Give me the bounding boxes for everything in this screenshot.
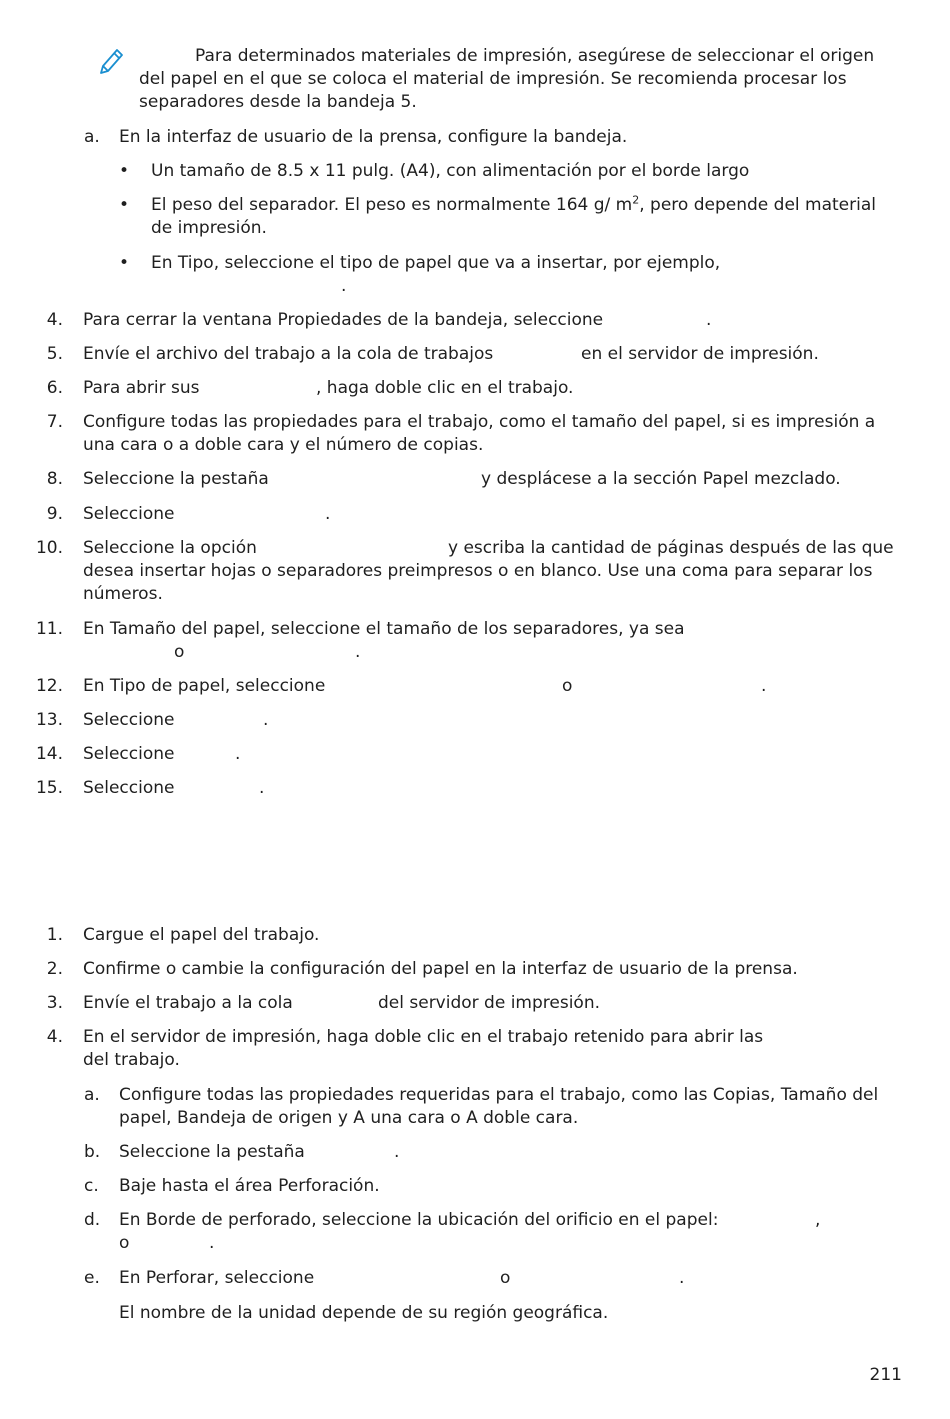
- step-number: 6.: [46, 378, 63, 398]
- step-number: 9.: [46, 504, 63, 524]
- step-text: En Tipo de papel, seleccione: [83, 676, 326, 696]
- step-text-end: , haga doble clic en el trabajo.: [316, 378, 574, 398]
- step-text-end: .: [706, 310, 712, 330]
- step-number: 5.: [46, 344, 63, 364]
- substep-text: Baje hasta el área Perforación.: [119, 1176, 380, 1196]
- substep-letter: c.: [84, 1176, 99, 1196]
- substep-text-line-2: o: [119, 1233, 130, 1253]
- bullet-text: [151, 194, 901, 217]
- step-number: 4.: [46, 310, 63, 330]
- step-number: 8.: [46, 469, 63, 489]
- note-pencil-icon: [96, 45, 126, 77]
- step-number: 2.: [46, 959, 63, 979]
- step-text-end: .: [235, 744, 241, 764]
- step-text: Seleccione: [83, 744, 175, 764]
- step-text-end: .: [355, 642, 361, 662]
- step-text-end: .: [263, 710, 269, 730]
- step-text: Para abrir sus: [83, 378, 200, 398]
- substep-text-mid: o: [500, 1268, 511, 1288]
- step-text: Confirme o cambie la configuración del papel en la interfaz de usuario de la prensa.: [83, 959, 798, 979]
- step-text: En Tamaño del papel, seleccione el tamaño de los separadores, ya sea: [83, 619, 685, 639]
- substep-text: En la interfaz de usuario de la prensa, configure la bandeja.: [119, 127, 628, 147]
- bullet-text-line-2: de impresión.: [151, 218, 267, 238]
- step-number: 13.: [35, 710, 63, 730]
- step-text: En el servidor de impresión, haga doble clic en el trabajo retenido para abrir las: [83, 1027, 764, 1047]
- step-text-mid: o: [562, 676, 573, 696]
- bullet-text-line-2: .: [341, 276, 347, 296]
- substep-text-end: .: [209, 1233, 215, 1253]
- step-text-end: y escriba la cantidad de páginas después de las que: [448, 538, 894, 558]
- note-line-2: del papel en el que se coloca el material de impresión. Se recomienda procesar los: [139, 69, 847, 89]
- superscript: 2: [632, 193, 640, 207]
- step-text: Seleccione: [83, 710, 175, 730]
- pencil-icon: [96, 45, 126, 77]
- step-text: Envíe el archivo del trabajo a la cola de trabajos: [83, 344, 494, 364]
- note-line-1: Para determinados materiales de impresión, asegúrese de seleccionar el origen: [195, 46, 875, 66]
- step-text: Para cerrar la ventana Propiedades de la bandeja, seleccione: [83, 310, 604, 330]
- step-text-end: .: [259, 778, 265, 798]
- step-text: Seleccione: [83, 504, 175, 524]
- substep-text: Configure todas las propiedades requeridas para el trabajo, como las Copias, Tamaño del: [119, 1085, 879, 1105]
- step-number: 12.: [35, 676, 63, 696]
- step-number: 14.: [35, 744, 63, 764]
- bullet-text: En Tipo, seleccione el tipo de papel que va a insertar, por ejemplo,: [151, 253, 721, 273]
- step-number: 1.: [46, 925, 63, 945]
- bullet-marker: •: [119, 195, 130, 215]
- step-text-line-3: números.: [83, 584, 163, 604]
- bullet-text-part: , pero depende del material: [639, 195, 876, 215]
- substep-text: Seleccione la pestaña: [119, 1142, 305, 1162]
- step-text-end: .: [325, 504, 331, 524]
- step-text-line-2: desea insertar hojas o separadores preimpresos o en blanco. Use una coma para separar los: [83, 561, 873, 581]
- step-text: Seleccione la opción: [83, 538, 257, 558]
- step-text-end: .: [761, 676, 767, 696]
- step-text: Configure todas las propiedades para el trabajo, como el tamaño del papel, si es impresión a: [83, 412, 876, 432]
- region-note: El nombre de la unidad depende de su región geográfica.: [119, 1303, 609, 1323]
- substep-text: En Borde de perforado, seleccione la ubicación del orificio en el papel:: [119, 1210, 719, 1230]
- step-text-mid: o: [174, 642, 185, 662]
- step-number: 10.: [35, 538, 63, 558]
- step-text-end: y desplácese a la sección Papel mezclado.: [481, 469, 841, 489]
- substep-letter: e.: [84, 1268, 100, 1288]
- bullet-text: Un tamaño de 8.5 x 11 pulg. (A4), con alimentación por el borde largo: [151, 161, 750, 181]
- substep-letter: a.: [84, 127, 100, 147]
- step-number: 4.: [46, 1027, 63, 1047]
- bullet-marker: •: [119, 161, 130, 181]
- step-text: Cargue el papel del trabajo.: [83, 925, 320, 945]
- step-text: Seleccione la pestaña: [83, 469, 269, 489]
- step-text: Seleccione: [83, 778, 175, 798]
- substep-letter: a.: [84, 1085, 100, 1105]
- bullet-marker: •: [119, 253, 130, 273]
- step-text-end: en el servidor de impresión.: [581, 344, 819, 364]
- step-text-line-2: una cara o a doble cara y el número de copias.: [83, 435, 484, 455]
- substep-letter: b.: [84, 1142, 101, 1162]
- step-number: 11.: [35, 619, 63, 639]
- step-text: Envíe el trabajo a la cola: [83, 993, 293, 1013]
- page-number: 211: [869, 1365, 902, 1385]
- substep-letter: d.: [84, 1210, 101, 1230]
- step-number: 15.: [35, 778, 63, 798]
- step-text-end: del servidor de impresión.: [378, 993, 601, 1013]
- substep-text-line-2: papel, Bandeja de origen y A una cara o A doble cara.: [119, 1108, 579, 1128]
- step-number: 3.: [46, 993, 63, 1013]
- substep-text-mid: ,: [815, 1210, 821, 1230]
- substep-text: En Perforar, seleccione: [119, 1268, 315, 1288]
- step-text-line-2: del trabajo.: [83, 1050, 180, 1070]
- substep-text-end: .: [394, 1142, 400, 1162]
- substep-text-end: .: [679, 1268, 685, 1288]
- bullet-text-part: El peso del separador. El peso es normalmente 164 g/ m: [151, 195, 633, 215]
- note-line-3: separadores desde la bandeja 5.: [139, 92, 417, 112]
- step-number: 7.: [46, 412, 63, 432]
